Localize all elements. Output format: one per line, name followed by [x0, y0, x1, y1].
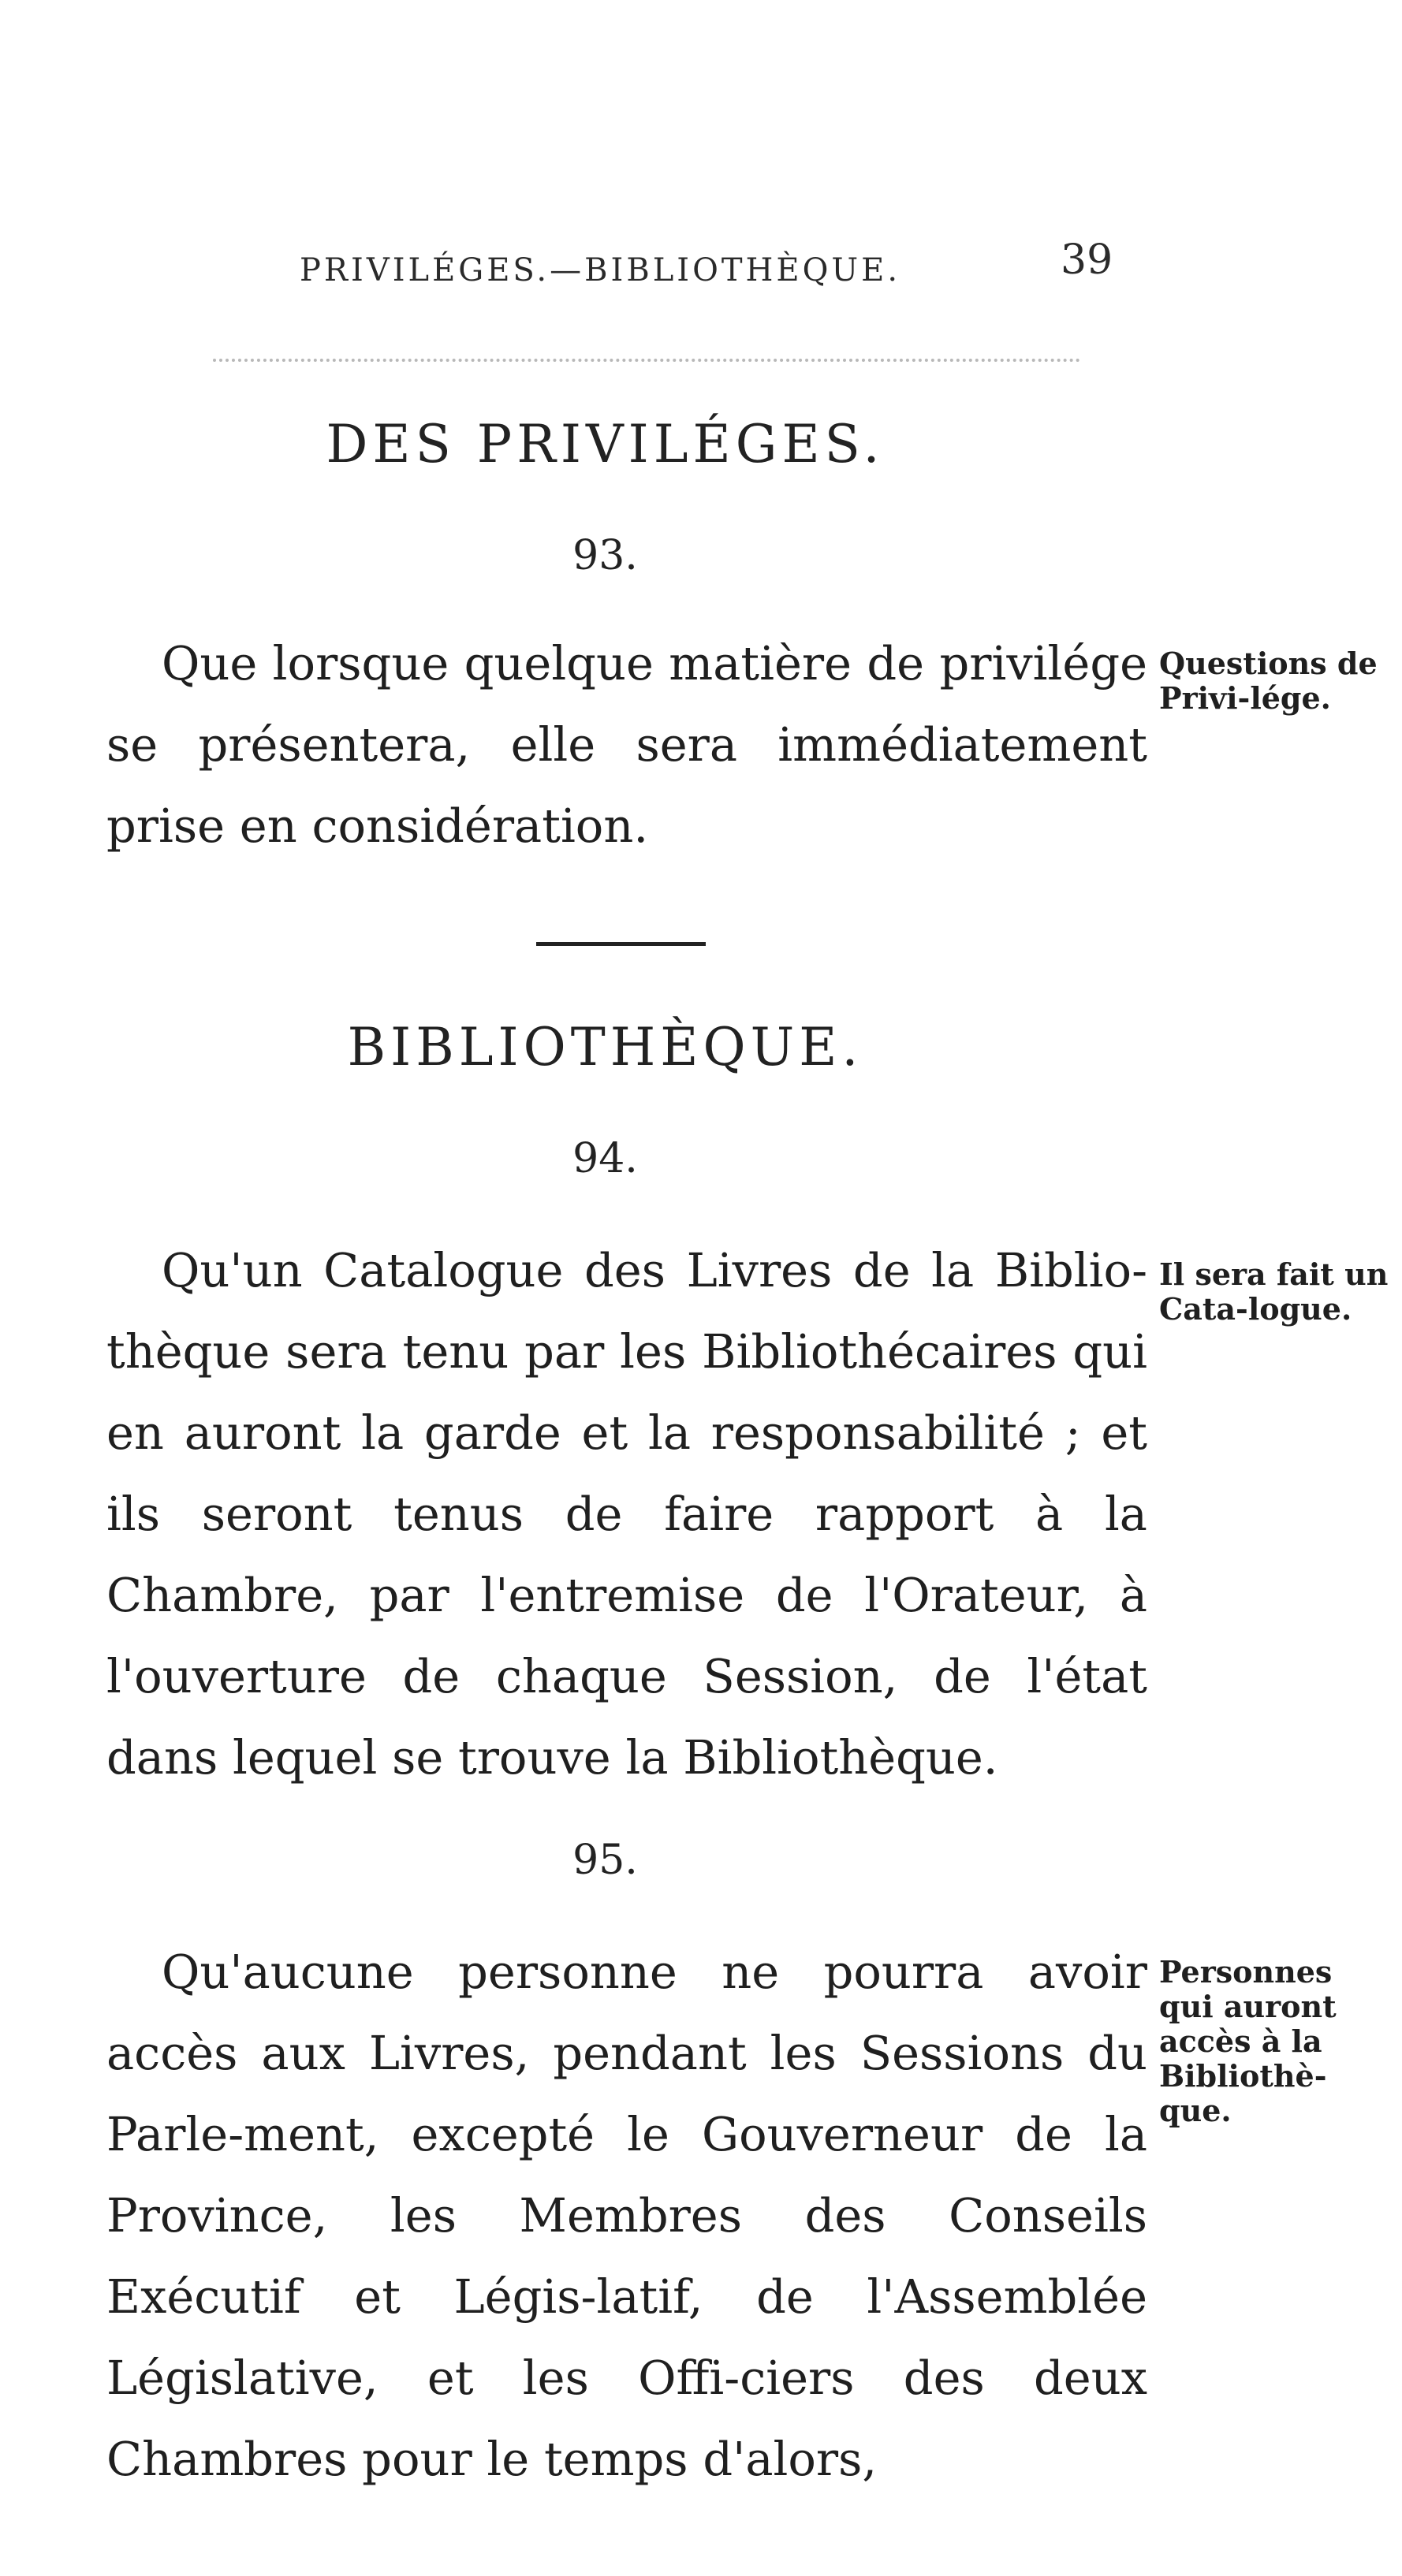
article-text-94 — [106, 1230, 1147, 1798]
article-number-93: 93. — [572, 532, 638, 579]
page-number: 39 — [1061, 236, 1113, 284]
section-heading-bibliotheque: BIBLIOTHÈQUE. — [347, 1017, 863, 1078]
dotted-separator — [213, 359, 1080, 365]
article-94-body: Qu'un Catalogue des Livres de la Biblio-thèque sera tenu par les Bibliothécaires qui en auront la garde et la responsabilité ; et ils seront tenus de faire rapport à la Chambre, par l'entremise de l'Orateur, à l'ouverture de chaque Session, de l'état dans lequel se trouve la Bibliothèque. — [106, 1243, 1147, 1785]
article-95-body: Qu'aucune personne ne pourra avoir accès aux Livres, pendant les Sessions du Parle-ment, excepté le Gouverneur de la Province, les Membres des Conseils Exécutif et Légis-latif, de l'Assemblée Législative, et les Offi-ciers des deux Chambres pour le temps d'alors, — [106, 1945, 1147, 2486]
article-number-95: 95. — [572, 1837, 638, 1884]
margin-note-95: Personnes qui auront accès à la Bibliothè-que. — [1159, 1954, 1337, 2128]
article-number-94: 94. — [572, 1135, 638, 1182]
article-text-93 — [106, 623, 1147, 866]
section-heading-privileges: DES PRIVILÉGES. — [326, 414, 885, 475]
running-head: PRIVILÉGES.—BIBLIOTHÈQUE. — [300, 252, 901, 288]
margin-note-94: Il sera fait un Cata-logue. — [1159, 1256, 1389, 1327]
article-93-body: Que lorsque quelque matière de privilége se présentera, elle sera immédiatement prise en considération. — [106, 636, 1147, 853]
article-text-95 — [106, 1931, 1147, 2500]
margin-note-93: Questions de Privi-lége. — [1159, 646, 1378, 716]
section-divider-rule — [536, 942, 706, 946]
